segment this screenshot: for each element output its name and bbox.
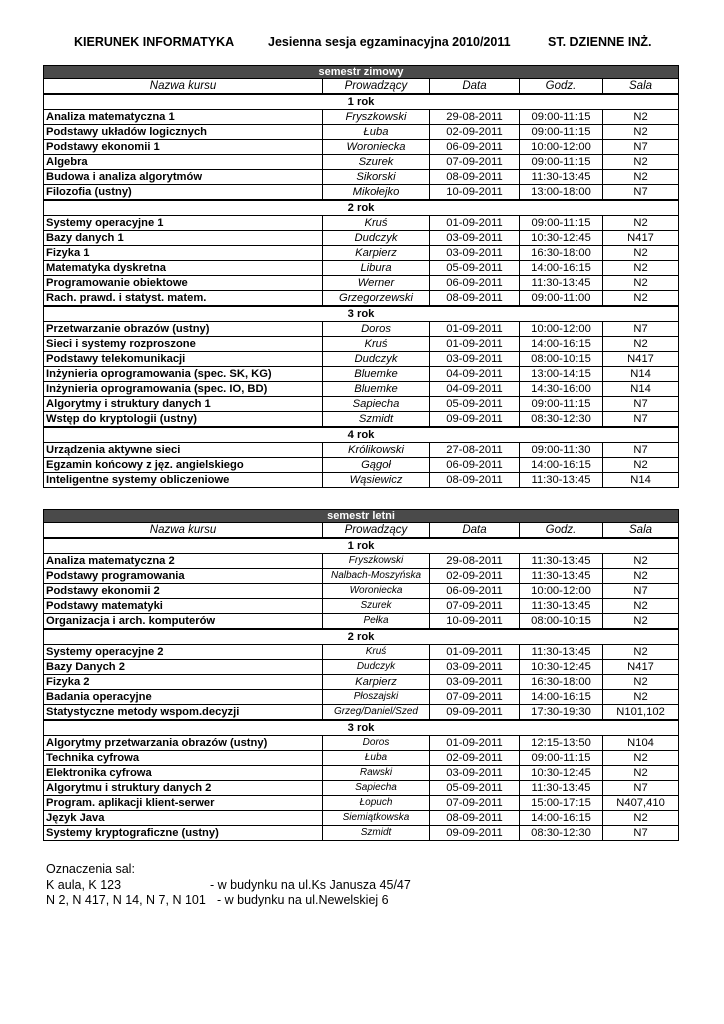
header-session: Jesienna sesja egzaminacyjna 2010/2011 <box>268 35 511 49</box>
exam-date: 03-09-2011 <box>430 231 520 246</box>
exam-date: 09-09-2011 <box>430 412 520 428</box>
course-name: Organizacja i arch. komputerów <box>44 614 323 630</box>
table-row <box>44 751 679 766</box>
table-row <box>44 599 679 614</box>
column-header-course: Nazwa kursu <box>44 523 323 539</box>
course-name: Program. aplikacji klient-serwer <box>44 796 323 811</box>
lecturer: Fryszkowski <box>323 554 430 569</box>
exam-room: N2 <box>603 216 679 231</box>
exam-date: 06-09-2011 <box>430 458 520 473</box>
course-name: Bazy danych 1 <box>44 231 323 246</box>
lecturer: Sikorski <box>323 170 430 185</box>
exam-date: 01-09-2011 <box>430 645 520 660</box>
course-name: Egzamin końcowy z jęz. angielskiego <box>44 458 323 473</box>
exam-room: N2 <box>603 811 679 826</box>
year-row <box>44 306 679 322</box>
lecturer: Wąsiewicz <box>323 473 430 488</box>
exam-room: N7 <box>603 781 679 796</box>
exam-date: 07-09-2011 <box>430 690 520 705</box>
table-row <box>44 231 679 246</box>
course-name: Inżynieria oprogramowania (spec. SK, KG) <box>44 367 323 382</box>
exam-time: 11:30-13:45 <box>520 569 603 584</box>
exam-time: 09:00-11:15 <box>520 110 603 125</box>
column-header-time: Godz. <box>520 523 603 539</box>
course-name: Algorytmy i struktury danych 1 <box>44 397 323 412</box>
table-row <box>44 554 679 569</box>
lecturer: Płoszajski <box>323 690 430 705</box>
course-name: Sieci i systemy rozproszone <box>44 337 323 352</box>
course-name: Urządzenia aktywne sieci <box>44 443 323 458</box>
table-row <box>44 645 679 660</box>
exam-date: 08-09-2011 <box>430 291 520 307</box>
exam-room: N7 <box>603 826 679 841</box>
year-row <box>44 200 679 216</box>
lecturer: Grzeg/Daniel/Szed <box>323 705 430 721</box>
lecturer: Łopuch <box>323 796 430 811</box>
table-row <box>44 367 679 382</box>
exam-date: 07-09-2011 <box>430 796 520 811</box>
exam-date: 08-09-2011 <box>430 473 520 488</box>
course-name: Filozofia (ustny) <box>44 185 323 201</box>
exam-date: 03-09-2011 <box>430 766 520 781</box>
exam-room: N2 <box>603 458 679 473</box>
lecturer: Siemiątkowska <box>323 811 430 826</box>
exam-room: N417 <box>603 231 679 246</box>
exam-date: 06-09-2011 <box>430 276 520 291</box>
exam-time: 11:30-13:45 <box>520 599 603 614</box>
table-row <box>44 766 679 781</box>
exam-time: 13:00-18:00 <box>520 185 603 201</box>
table-row <box>44 276 679 291</box>
course-name: Elektronika cyfrowa <box>44 766 323 781</box>
exam-room: N2 <box>603 125 679 140</box>
exam-time: 09:00-11:15 <box>520 397 603 412</box>
exam-date: 02-09-2011 <box>430 125 520 140</box>
exam-time: 17:30-19:30 <box>520 705 603 721</box>
course-name: Podstawy układów logicznych <box>44 125 323 140</box>
exam-time: 10:00-12:00 <box>520 140 603 155</box>
exam-time: 16:30-18:00 <box>520 675 603 690</box>
table-row <box>44 443 679 458</box>
exam-time: 14:00-16:15 <box>520 261 603 276</box>
exam-room: N7 <box>603 412 679 428</box>
table-row <box>44 291 679 307</box>
table-row <box>44 382 679 397</box>
exam-room: N407,410 <box>603 796 679 811</box>
exam-date: 07-09-2011 <box>430 599 520 614</box>
exam-date: 04-09-2011 <box>430 367 520 382</box>
exam-room: N2 <box>603 170 679 185</box>
lecturer: Pełka <box>323 614 430 630</box>
exam-date: 06-09-2011 <box>430 584 520 599</box>
exam-time: 11:30-13:45 <box>520 781 603 796</box>
table-row <box>44 246 679 261</box>
course-name: Fizyka 1 <box>44 246 323 261</box>
table-row <box>44 125 679 140</box>
column-header-row <box>44 523 679 539</box>
year-label: 3 rok <box>44 720 679 736</box>
exam-room: N2 <box>603 155 679 170</box>
exam-time: 10:00-12:00 <box>520 322 603 337</box>
exam-date: 04-09-2011 <box>430 382 520 397</box>
exam-time: 14:00-16:15 <box>520 690 603 705</box>
lecturer: Sapiecha <box>323 781 430 796</box>
exam-time: 10:30-12:45 <box>520 231 603 246</box>
exam-room: N14 <box>603 367 679 382</box>
exam-room: N14 <box>603 382 679 397</box>
year-label: 3 rok <box>44 306 679 322</box>
exam-time: 14:00-16:15 <box>520 811 603 826</box>
lecturer: Królikowski <box>323 443 430 458</box>
table-row <box>44 337 679 352</box>
lecturer: Dudczyk <box>323 352 430 367</box>
course-name: Język Java <box>44 811 323 826</box>
lecturer: Łuba <box>323 751 430 766</box>
exam-room: N2 <box>603 276 679 291</box>
exam-room: N2 <box>603 110 679 125</box>
course-name: Algorytmy przetwarzania obrazów (ustny) <box>44 736 323 751</box>
table-row <box>44 170 679 185</box>
lecturer: Karpierz <box>323 675 430 690</box>
table-row <box>44 811 679 826</box>
exam-time: 11:30-13:45 <box>520 645 603 660</box>
course-name: Technika cyfrowa <box>44 751 323 766</box>
exam-room: N417 <box>603 660 679 675</box>
lecturer: Szmidt <box>323 826 430 841</box>
exam-room: N2 <box>603 614 679 630</box>
course-name: Bazy Danych 2 <box>44 660 323 675</box>
lecturer: Sapiecha <box>323 397 430 412</box>
exam-room: N101,102 <box>603 705 679 721</box>
exam-room: N2 <box>603 569 679 584</box>
course-name: Systemy operacyjne 1 <box>44 216 323 231</box>
exam-room: N2 <box>603 675 679 690</box>
exam-time: 09:00-11:15 <box>520 751 603 766</box>
exam-date: 01-09-2011 <box>430 216 520 231</box>
exam-room: N7 <box>603 140 679 155</box>
table-row <box>44 140 679 155</box>
exam-time: 11:30-13:45 <box>520 473 603 488</box>
lecturer: Szurek <box>323 155 430 170</box>
exam-date: 01-09-2011 <box>430 337 520 352</box>
lecturer: Dudczyk <box>323 231 430 246</box>
column-header-lecturer: Prowadzący <box>323 79 430 95</box>
column-header-row <box>44 79 679 95</box>
semester-header-row <box>44 66 679 79</box>
course-name: Matematyka dyskretna <box>44 261 323 276</box>
semester-header-row <box>44 510 679 523</box>
column-header-lecturer: Prowadzący <box>323 523 430 539</box>
year-label: 1 rok <box>44 538 679 554</box>
course-name: Podstawy programowania <box>44 569 323 584</box>
year-label: 1 rok <box>44 94 679 110</box>
lecturer: Gągoł <box>323 458 430 473</box>
exam-date: 05-09-2011 <box>430 397 520 412</box>
lecturer: Doros <box>323 322 430 337</box>
exam-room: N7 <box>603 443 679 458</box>
exam-date: 27-08-2011 <box>430 443 520 458</box>
exam-date: 06-09-2011 <box>430 140 520 155</box>
column-header-room: Sala <box>603 523 679 539</box>
table-row <box>44 705 679 721</box>
exam-room: N7 <box>603 185 679 201</box>
lecturer: Woroniecka <box>323 140 430 155</box>
exam-room: N2 <box>603 599 679 614</box>
lecturer: Doros <box>323 736 430 751</box>
course-name: Algorytmu i struktury danych 2 <box>44 781 323 796</box>
table-row <box>44 826 679 841</box>
year-row <box>44 538 679 554</box>
exam-room: N7 <box>603 397 679 412</box>
exam-room: N14 <box>603 473 679 488</box>
exam-date: 03-09-2011 <box>430 352 520 367</box>
lecturer: Woroniecka <box>323 584 430 599</box>
exam-time: 11:30-13:45 <box>520 276 603 291</box>
course-name: Podstawy ekonomii 1 <box>44 140 323 155</box>
table-row <box>44 781 679 796</box>
table-row <box>44 397 679 412</box>
year-label: 4 rok <box>44 427 679 443</box>
legend-desc-n: - w budynku na ul.Newelskiej 6 <box>217 893 389 907</box>
column-header-date: Data <box>430 79 520 95</box>
exam-room: N2 <box>603 751 679 766</box>
semester-title: semestr letni <box>44 510 679 523</box>
legend-title: Oznaczenia sal: <box>46 862 135 876</box>
column-header-time: Godz. <box>520 79 603 95</box>
exam-room: N2 <box>603 554 679 569</box>
exam-time: 09:00-11:30 <box>520 443 603 458</box>
exam-room: N2 <box>603 337 679 352</box>
legend-rooms-n: N 2, N 417, N 14, N 7, N 101 <box>46 893 206 907</box>
exam-date: 08-09-2011 <box>430 811 520 826</box>
exam-time: 14:00-16:15 <box>520 337 603 352</box>
lecturer: Karpierz <box>323 246 430 261</box>
table-row <box>44 584 679 599</box>
lecturer: Kruś <box>323 645 430 660</box>
course-name: Badania operacyjne <box>44 690 323 705</box>
table-row <box>44 412 679 428</box>
course-name: Algebra <box>44 155 323 170</box>
exam-time: 12:15-13:50 <box>520 736 603 751</box>
exam-date: 02-09-2011 <box>430 751 520 766</box>
exam-date: 05-09-2011 <box>430 261 520 276</box>
exam-date: 03-09-2011 <box>430 660 520 675</box>
lecturer: Mikołejko <box>323 185 430 201</box>
table-row <box>44 473 679 488</box>
column-header-room: Sala <box>603 79 679 95</box>
course-name: Systemy kryptograficzne (ustny) <box>44 826 323 841</box>
course-name: Podstawy matematyki <box>44 599 323 614</box>
lecturer: Kruś <box>323 216 430 231</box>
header-program: KIERUNEK INFORMATYKA <box>74 35 235 49</box>
exam-time: 10:00-12:00 <box>520 584 603 599</box>
exam-room: N2 <box>603 246 679 261</box>
table-row <box>44 660 679 675</box>
course-name: Podstawy ekonomii 2 <box>44 584 323 599</box>
exam-date: 29-08-2011 <box>430 110 520 125</box>
table-row <box>44 458 679 473</box>
lecturer: Bluemke <box>323 367 430 382</box>
exam-time: 10:30-12:45 <box>520 766 603 781</box>
table-row <box>44 569 679 584</box>
course-name: Fizyka 2 <box>44 675 323 690</box>
course-name: Analiza matematyczna 2 <box>44 554 323 569</box>
exam-date: 08-09-2011 <box>430 170 520 185</box>
exam-time: 10:30-12:45 <box>520 660 603 675</box>
course-name: Systemy operacyjne 2 <box>44 645 323 660</box>
table-row <box>44 796 679 811</box>
lecturer: Rawski <box>323 766 430 781</box>
exam-time: 09:00-11:15 <box>520 216 603 231</box>
lecturer: Dudczyk <box>323 660 430 675</box>
exam-date: 03-09-2011 <box>430 675 520 690</box>
table-row <box>44 216 679 231</box>
exam-time: 09:00-11:00 <box>520 291 603 307</box>
table-row <box>44 675 679 690</box>
legend-desc-k: - w budynku na ul.Ks Janusza 45/47 <box>210 878 411 892</box>
exam-date: 10-09-2011 <box>430 614 520 630</box>
table-row <box>44 322 679 337</box>
schedule-table-winter <box>43 65 679 488</box>
column-header-course: Nazwa kursu <box>44 79 323 95</box>
lecturer: Libura <box>323 261 430 276</box>
lecturer: Łuba <box>323 125 430 140</box>
table-row <box>44 690 679 705</box>
exam-room: N7 <box>603 584 679 599</box>
exam-date: 05-09-2011 <box>430 781 520 796</box>
exam-room: N2 <box>603 645 679 660</box>
column-header-date: Data <box>430 523 520 539</box>
exam-date: 01-09-2011 <box>430 322 520 337</box>
header-mode: ST. DZIENNE INŻ. <box>548 35 652 49</box>
year-label: 2 rok <box>44 200 679 216</box>
exam-time: 08:00-10:15 <box>520 614 603 630</box>
exam-date: 09-09-2011 <box>430 705 520 721</box>
course-name: Inżynieria oprogramowania (spec. IO, BD) <box>44 382 323 397</box>
course-name: Inteligentne systemy obliczeniowe <box>44 473 323 488</box>
year-row <box>44 720 679 736</box>
exam-time: 13:00-14:15 <box>520 367 603 382</box>
lecturer: Fryszkowski <box>323 110 430 125</box>
exam-time: 08:30-12:30 <box>520 826 603 841</box>
course-name: Wstęp do kryptologii (ustny) <box>44 412 323 428</box>
course-name: Przetwarzanie obrazów (ustny) <box>44 322 323 337</box>
exam-date: 10-09-2011 <box>430 185 520 201</box>
course-name: Statystyczne metody wspom.decyzji <box>44 705 323 721</box>
year-row <box>44 427 679 443</box>
lecturer: Kruś <box>323 337 430 352</box>
table-row <box>44 736 679 751</box>
table-row <box>44 185 679 201</box>
schedule-table-summer <box>43 509 679 841</box>
year-label: 2 rok <box>44 629 679 645</box>
exam-time: 09:00-11:15 <box>520 155 603 170</box>
course-name: Budowa i analiza algorytmów <box>44 170 323 185</box>
course-name: Podstawy telekomunikacji <box>44 352 323 367</box>
exam-time: 08:00-10:15 <box>520 352 603 367</box>
table-row <box>44 261 679 276</box>
semester-title: semestr zimowy <box>44 66 679 79</box>
year-row <box>44 629 679 645</box>
exam-room: N2 <box>603 766 679 781</box>
exam-room: N7 <box>603 322 679 337</box>
exam-time: 09:00-11:15 <box>520 125 603 140</box>
exam-time: 16:30-18:00 <box>520 246 603 261</box>
exam-room: N104 <box>603 736 679 751</box>
exam-room: N2 <box>603 291 679 307</box>
exam-date: 01-09-2011 <box>430 736 520 751</box>
table-row <box>44 614 679 630</box>
course-name: Analiza matematyczna 1 <box>44 110 323 125</box>
course-name: Rach. prawd. i statyst. matem. <box>44 291 323 307</box>
table-row <box>44 352 679 367</box>
lecturer: Nalbach-Moszyńska <box>323 569 430 584</box>
exam-time: 14:00-16:15 <box>520 458 603 473</box>
exam-room: N2 <box>603 690 679 705</box>
legend-rooms-k: K aula, K 123 <box>46 878 122 892</box>
lecturer: Grzegorzewski <box>323 291 430 307</box>
exam-date: 09-09-2011 <box>430 826 520 841</box>
lecturer: Bluemke <box>323 382 430 397</box>
exam-time: 14:30-16:00 <box>520 382 603 397</box>
exam-room: N2 <box>603 261 679 276</box>
exam-time: 15:00-17:15 <box>520 796 603 811</box>
exam-date: 02-09-2011 <box>430 569 520 584</box>
lecturer: Szmidt <box>323 412 430 428</box>
exam-time: 08:30-12:30 <box>520 412 603 428</box>
exam-date: 03-09-2011 <box>430 246 520 261</box>
table-row <box>44 155 679 170</box>
table-row <box>44 110 679 125</box>
exam-date: 29-08-2011 <box>430 554 520 569</box>
year-row <box>44 94 679 110</box>
exam-room: N417 <box>603 352 679 367</box>
exam-date: 07-09-2011 <box>430 155 520 170</box>
exam-time: 11:30-13:45 <box>520 170 603 185</box>
lecturer: Werner <box>323 276 430 291</box>
lecturer: Szurek <box>323 599 430 614</box>
exam-time: 11:30-13:45 <box>520 554 603 569</box>
course-name: Programowanie obiektowe <box>44 276 323 291</box>
